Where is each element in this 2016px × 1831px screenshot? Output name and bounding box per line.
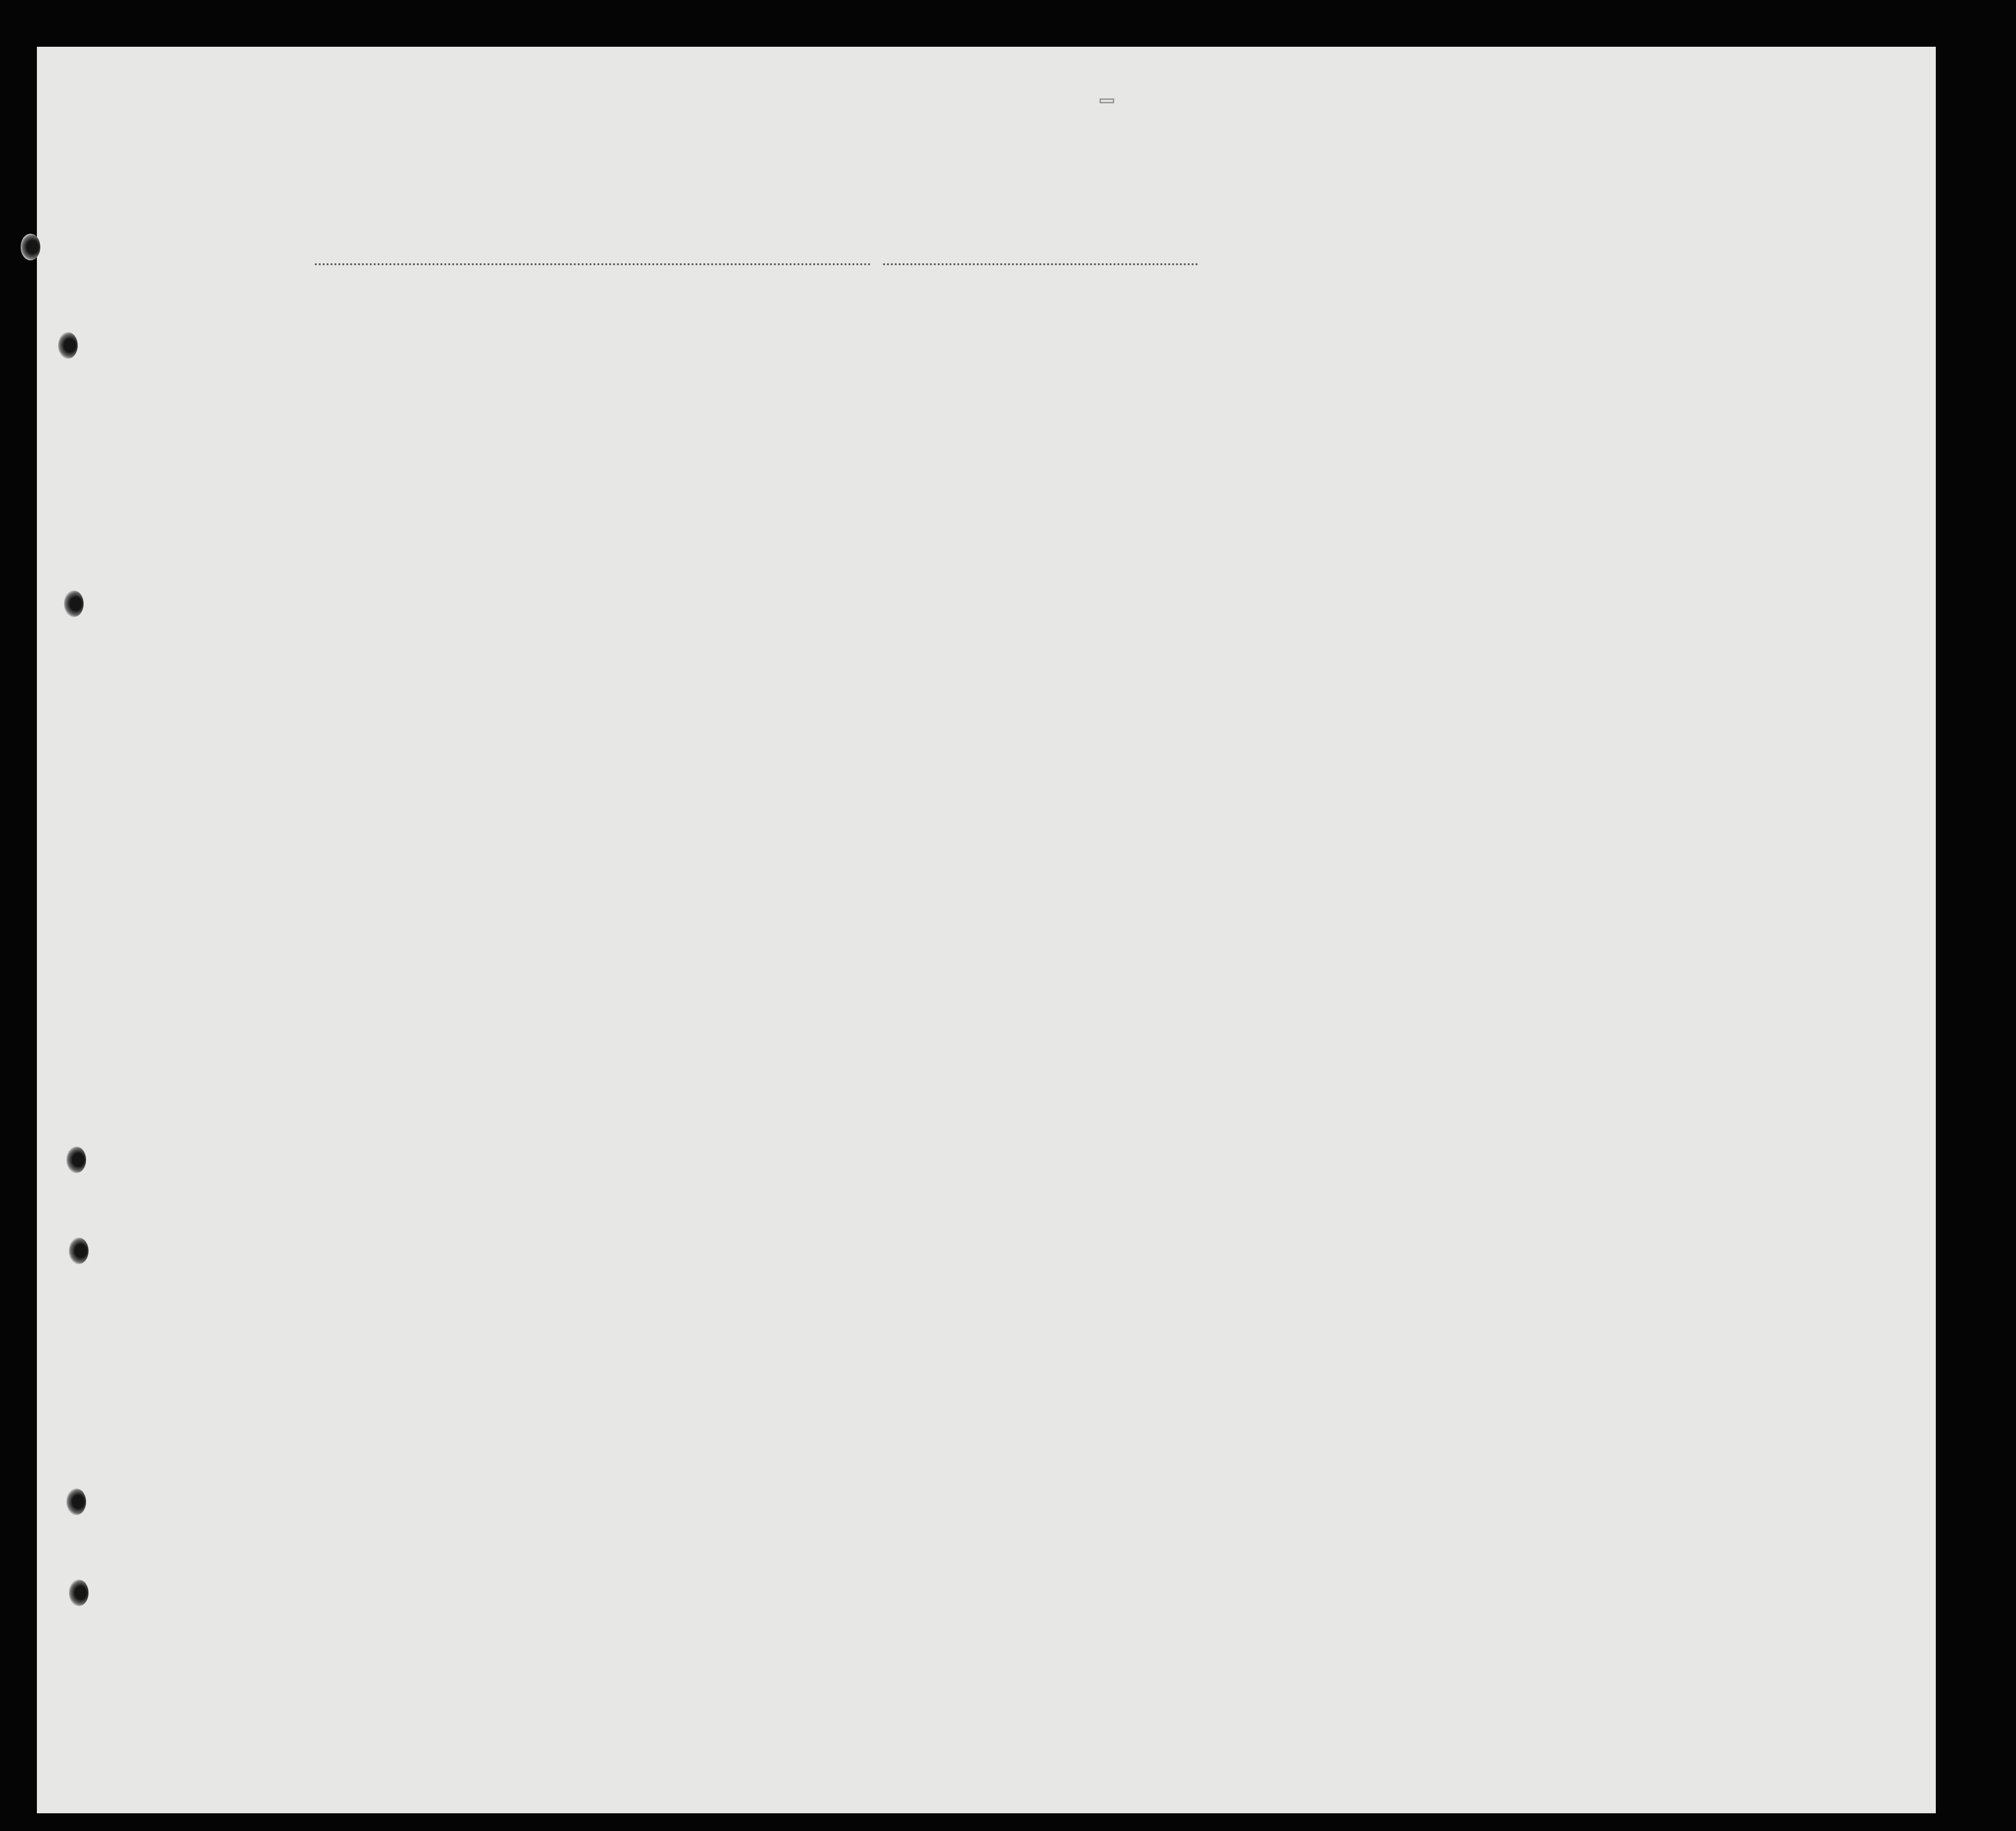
punch-hole <box>69 1580 89 1606</box>
punch-hole <box>64 590 84 617</box>
punch-hole <box>66 1147 86 1173</box>
date-dotted-line <box>883 263 1198 265</box>
punch-hole <box>69 1238 89 1264</box>
punch-hole <box>66 1489 86 1515</box>
punch-hole <box>58 332 78 359</box>
table-grid <box>37 47 1936 1813</box>
port-dotted-line <box>315 263 871 265</box>
punch-hole <box>21 234 40 260</box>
manifest-sheet <box>37 47 1936 1813</box>
reentry-stamp <box>1100 98 1114 103</box>
